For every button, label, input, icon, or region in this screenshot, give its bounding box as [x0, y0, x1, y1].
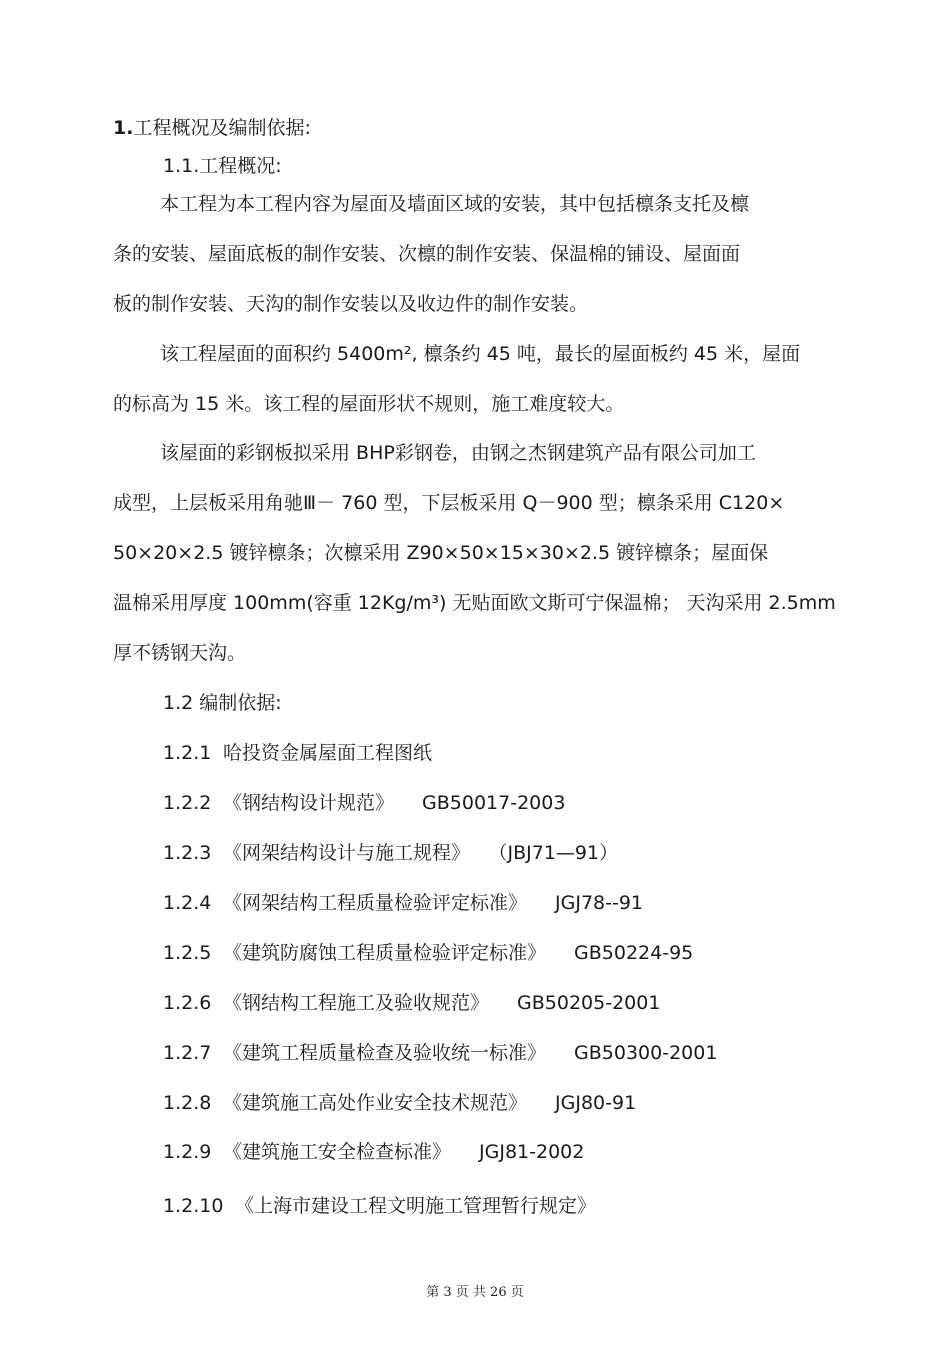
heading-text: 工程概况及编制依据:: [133, 117, 311, 139]
reference-title: 哈投资金属屋面工程图纸: [223, 742, 433, 764]
reference-code: JGJ81-2002: [479, 1141, 585, 1163]
reference-number: 1.2.3: [163, 842, 212, 864]
paragraph-line: 成型，上层板采用角驰Ⅲ－ 760 型，下层板采用 Q－900 型；檩条采用 C120×: [113, 492, 785, 514]
reference-number: 1.2.2: [163, 792, 212, 814]
reference-title: 《建筑施工安全检查标准》: [223, 1141, 452, 1163]
page-footer: 第 3 页 共 26 页: [426, 1285, 524, 1300]
reference-title: 《网架结构工程质量检验评定标准》: [223, 892, 528, 914]
reference-code: （JBJ71—91）: [498, 842, 619, 864]
paragraph-line: 50×20×2.5 镀锌檩条；次檩采用 Z90×50×15×30×2.5 镀锌檩条；屋面保: [113, 542, 769, 564]
reference-code: GB50300-2001: [574, 1042, 718, 1064]
reference-item: [163, 1140, 584, 1164]
reference-code: GB50017-2003: [422, 792, 566, 814]
reference-item: [163, 991, 660, 1015]
paragraph-line: 的标高为 15 米。该工程的屋面形状不规则，施工难度较大。: [113, 393, 625, 415]
reference-code: GB50205-2001: [517, 992, 661, 1014]
heading-engineering-overview: [113, 116, 311, 140]
reference-title: 《建筑施工高处作业安全技术规范》: [223, 1092, 528, 1114]
section-title-1-1: 1.1.工程概况:: [163, 155, 282, 177]
paragraph-line: 板的制作安装、天沟的制作安装以及收边件的制作安装。: [113, 293, 589, 315]
reference-number: 1.2.5: [163, 942, 212, 964]
reference-number: 1.2.9: [163, 1141, 212, 1163]
reference-item: [163, 841, 618, 865]
reference-title: 《钢结构设计规范》: [223, 792, 395, 814]
reference-code: GB50224-95: [574, 942, 694, 964]
reference-item: [163, 941, 693, 965]
reference-number: 1.2.8: [163, 1092, 212, 1114]
reference-title: 《钢结构工程施工及验收规范》: [223, 992, 490, 1014]
reference-item: [163, 1091, 636, 1115]
paragraph-line: 该工程屋面的面积约 5400m², 檩条约 45 吨，最长的屋面板约 45 米，屋面: [160, 343, 801, 365]
reference-number: 1.2.10: [163, 1195, 224, 1217]
reference-number: 1.2.1: [163, 742, 212, 764]
section-title-1-2: 1.2 编制依据:: [163, 692, 282, 714]
reference-number: 1.2.7: [163, 1042, 212, 1064]
paragraph-line: 厚不锈钢天沟。: [113, 642, 247, 664]
reference-title: 《建筑防腐蚀工程质量检验评定标准》: [223, 942, 547, 964]
reference-item: [163, 891, 643, 915]
reference-title: 《建筑工程质量检查及验收统一标准》: [223, 1042, 547, 1064]
reference-item: [163, 741, 432, 765]
reference-code: JGJ78--91: [555, 892, 644, 914]
reference-number: 1.2.4: [163, 892, 212, 914]
reference-title: 《网架结构设计与施工规程》: [223, 842, 471, 864]
heading-number: 1.: [113, 117, 134, 139]
reference-title: 《上海市建设工程文明施工管理暂行规定》: [235, 1195, 597, 1217]
reference-code: JGJ80-91: [555, 1092, 637, 1114]
paragraph-line: 该屋面的彩钢板拟采用 BHP彩钢卷，由钢之杰钢建筑产品有限公司加工: [160, 442, 756, 464]
paragraph-line: 本工程为本工程内容为屋面及墙面区域的安装，其中包括檩条支托及檩: [160, 193, 750, 215]
paragraph-line: 温棉采用厚度 100mm(容重 12Kg/m³) 无贴面欧文斯可宁保温棉； 天沟采用 2.5mm: [113, 592, 836, 614]
reference-item: [163, 791, 565, 815]
reference-item: [163, 1194, 596, 1218]
paragraph-line: 条的安装、屋面底板的制作安装、次檩的制作安装、保温棉的铺设、屋面面: [113, 243, 741, 265]
reference-number: 1.2.6: [163, 992, 212, 1014]
reference-item: [163, 1041, 717, 1065]
